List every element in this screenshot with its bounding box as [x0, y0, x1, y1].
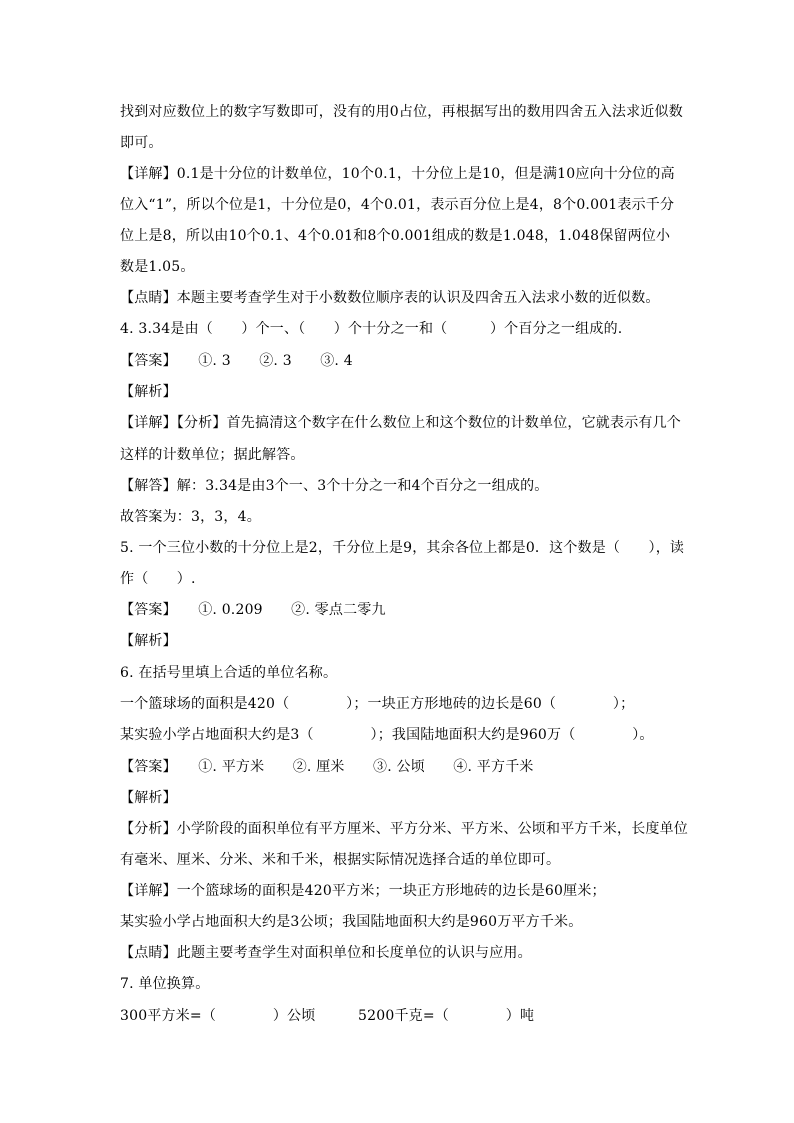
text-line: 【点睛】此题主要考查学生对面积单位和长度单位的认识与应用。	[120, 945, 532, 961]
text-line: 有毫米、厘米、分米、米和千米，根据实际情况选择合适的单位即可。	[120, 852, 561, 868]
analysis-heading: 【解析】	[120, 633, 177, 649]
text-line: 【解答】解：3.34是由3个一、3个十分之一和4个百分之一组成的。	[120, 478, 549, 494]
text-line: 【点睛】本题主要考查学生对于小数数位顺序表的认识及四舍五入法求小数的近似数。	[120, 290, 660, 306]
question-4: 4. 3.34是由（ ）个一、（ ）个十分之一和（ ）个百分之一组成的.	[120, 321, 623, 337]
text-line: 故答案为：3，3，4。	[120, 509, 261, 525]
answer-line: 【答案】 ①. 平方米 ②. 厘米 ③. 公顷 ④. 平方千米	[120, 759, 534, 775]
text-line: 数是1.05。	[120, 259, 195, 275]
text-line: 找到对应数位上的数字写数即可，没有的用0占位，再根据写出的数用四舍五入法求近似数	[120, 104, 683, 120]
analysis-heading: 【解析】	[120, 384, 177, 400]
text-line: 一个篮球场的面积是420（ ）；一块正方形地砖的边长是60（ ）；	[120, 696, 635, 712]
text-line: 这样的计数单位；据此解答。	[120, 447, 305, 463]
text-line: 作（ ）.	[120, 571, 196, 587]
text-line: 位入“1”，所以个位是1，十分位是0，4个0.01，表示百分位上是4，8个0.001表示千分	[120, 197, 675, 213]
text-line: 【详解】【分析】首先搞清这个数字在什么数位上和这个数位的计数单位，它就表示有几个	[120, 415, 681, 431]
answer-line: 【答案】 ①. 0.209 ②. 零点二零九	[120, 602, 386, 618]
text-line: 某实验小学占地面积大约是3公顷；我国陆地面积大约是960万平方千米。	[120, 914, 583, 930]
answer-line: 【答案】 ①. 3 ②. 3 ③. 4	[120, 353, 353, 369]
text-line: 300平方米=（ ）公顷 5200千克=（ ）吨	[120, 1008, 535, 1024]
text-line: 某实验小学占地面积大约是3（ ）；我国陆地面积大约是960万（ ）。	[120, 727, 654, 743]
text-line: 【分析】小学阶段的面积单位有平方厘米、平方分米、平方米、公顷和平方千米，长度单位	[120, 821, 688, 837]
text-line: 【详解】一个篮球场的面积是420平方米；一块正方形地砖的边长是60厘米；	[120, 883, 606, 899]
question-6: 6. 在括号里填上合适的单位名称。	[120, 665, 338, 681]
question-5: 5. 一个三位小数的十分位上是2，千分位上是9，其余各位上都是0．这个数是（ ），读	[120, 540, 685, 556]
text-line: 即可。	[120, 135, 163, 151]
text-line: 【详解】0.1是十分位的计数单位，10个0.1，十分位上是10，但是满10应向十分位的高	[120, 166, 675, 182]
analysis-heading: 【解析】	[120, 790, 177, 806]
text-line: 位上是8，所以由10个0.1、4个0.01和8个0.001组成的数是1.048，1.048保留两位小	[120, 228, 671, 244]
question-7: 7. 单位换算。	[120, 976, 210, 992]
